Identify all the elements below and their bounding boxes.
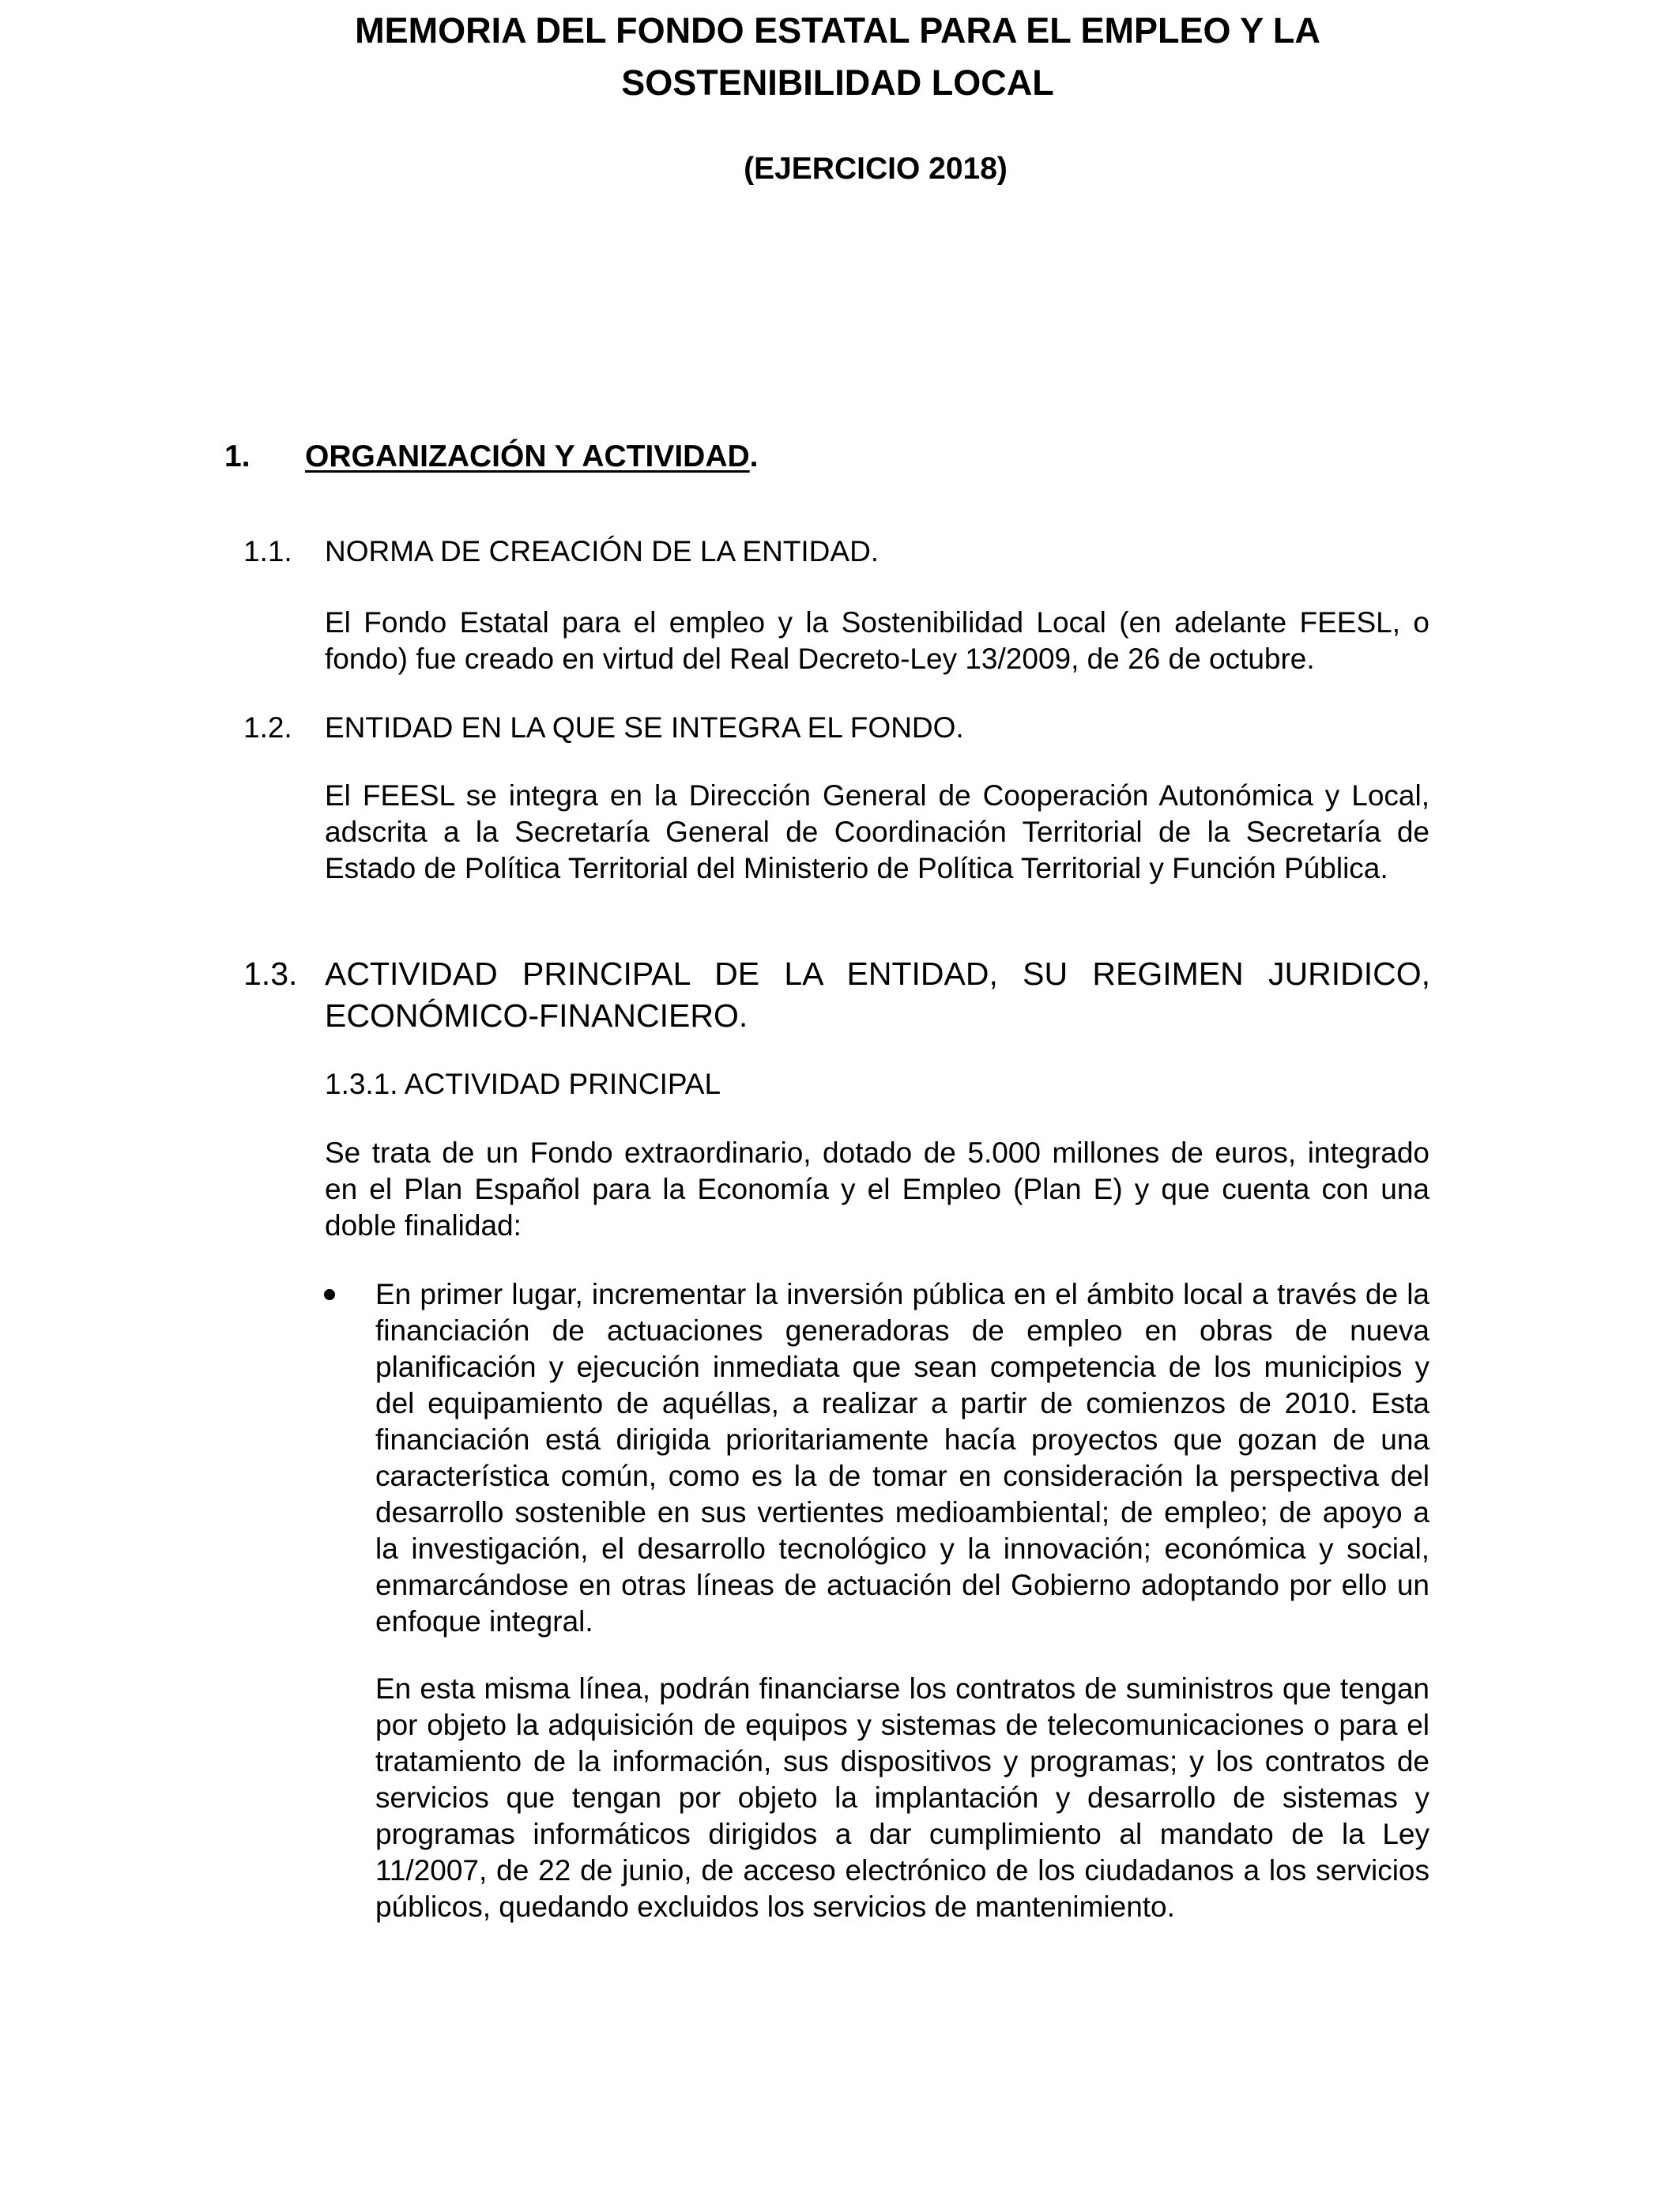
section-1-3-1-heading	[325, 1062, 1430, 1106]
section-1-title-suffix: .	[749, 439, 759, 473]
section-1-2-heading	[243, 706, 1437, 750]
bullet-item-1: En primer lugar, incrementar la inversión pública en el ámbito local a través de la financiación de actuaciones generadoras de empleo en obras de nueva planificación y ejecución inmediata que sean competencia de los municipios y del equipamiento de aquéllas, a realizar a partir de comienzos de 2010. Esta financiación está dirigida prioritariamente hacía proyectos que gozan de una característica común, como es la de tomar en consideración la perspectiva del desarrollo sostenible en sus vertientes medioambiental; de empleo; de apoyo a la investigación, el desarrollo tecnológico y la innovación; económica y social, enmarcándose en otras líneas de actuación del Gobierno adoptando por ello un enfoque integral.	[375, 1278, 1430, 1638]
section-1-heading	[224, 433, 759, 481]
section-1-3-number: 1.3.	[243, 956, 298, 992]
section-1-2-title: ENTIDAD EN LA QUE SE INTEGRA EL FONDO.	[325, 711, 964, 744]
section-1-3-1-body: Se trata de un Fondo extraordinario, dotado de 5.000 millones de euros, integrado en el Plan Español para la Economía y el Empleo (Plan E) y que cuenta con una doble finalidad:	[325, 1137, 1430, 1242]
section-1-2-number: 1.2.	[243, 711, 292, 744]
bullet-icon	[324, 1289, 335, 1300]
section-1-1-heading	[243, 530, 1437, 574]
document-title-line2: SOSTENIBILIDAD LOCAL	[621, 62, 1054, 103]
bullet-item-1-continuation: En esta misma línea, podrán financiarse los contratos de suministros que tengan por objeto la adquisición de equipos y sistemas de telecomunicaciones o para el tratamiento de la información, sus dispositivos y programas; y los contratos de servicios que tengan por objeto la implantación y desarrollo de sistemas y programas informáticos dirigidos a dar cumplimiento al mandato de la Ley 11/2007, de 22 de junio, de acceso electrónico de los ciudadanos a los servicios públicos, quedando excluidos los servicios de mantenimiento.	[375, 1672, 1430, 1923]
section-1-3-1-title: 1.3.1. ACTIVIDAD PRINCIPAL	[325, 1068, 721, 1100]
section-1-1-number: 1.1.	[243, 535, 292, 567]
document-title-line1: MEMORIA DEL FONDO ESTATAL PARA EL EMPLEO Y LA	[355, 10, 1320, 51]
document-subtitle: (EJERCICIO 2018)	[744, 152, 1008, 186]
section-1-1-body: El Fondo Estatal para el empleo y la Sostenibilidad Local (en adelante FEESL, o fondo) fue creado en virtud del Real Decreto-Ley 13/2009, de 26 de octubre.	[325, 606, 1430, 675]
section-1-1-title: NORMA DE CREACIÓN DE LA ENTIDAD.	[325, 535, 880, 567]
section-1-2-body: El FEESL se integra en la Dirección General de Cooperación Autonómica y Local, adscrita a la Secretaría General de Coordinación Territorial de la Secretaría de Estado de Política Territorial del Ministerio de Política Territorial y Función Pública.	[325, 779, 1430, 884]
section-1-3-title: ACTIVIDAD PRINCIPAL DE LA ENTIDAD, SU REGIMEN JURIDICO, ECONÓMICO-FINANCIERO.	[325, 956, 1430, 1034]
section-1-number: 1.	[224, 439, 250, 473]
section-1-title: ORGANIZACIÓN Y ACTIVIDAD	[305, 439, 750, 473]
